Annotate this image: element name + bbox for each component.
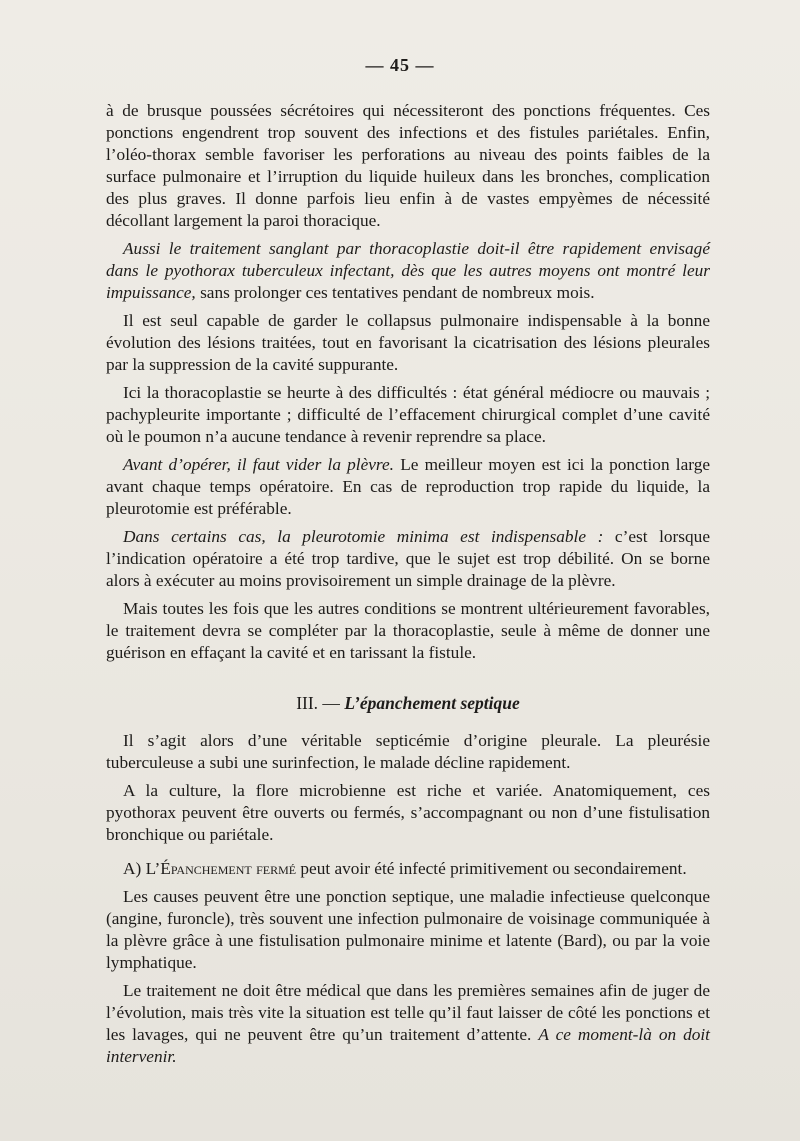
paragraph-5-text: Le meilleur moyen est ici la ponction large avant chaque temps opératoire. En cas de reproduction trop rapide du liquide, la pleurotomie est préférable. (106, 455, 710, 518)
paragraph-6 (106, 526, 710, 592)
paragraph-12-text: Le traitement ne doit être médical que dans les premières semaines afin de juger de l’évolution, mais très vite la situation est telle qu’il faut laisser de côté les ponctions et les lavages, qui ne peuvent être qu’un traitement d’attente. (106, 981, 710, 1044)
section-number: III. — (296, 693, 345, 713)
paragraph-2-emphasis: Aussi le traitement sanglant par thoracoplastie doit-il être rapidement envisagé dans le pyothorax tuberculeux infectant, dès que les autres moyens ont montré leur impuissance, (106, 239, 710, 302)
paragraph-1: à de brusque poussées sécrétoires qui nécessiteront des ponctions fréquentes. Ces ponctions engendrent trop souvent des infections et des fistules pariétales. Enfin, l’oléo-thorax semble favoriser les perforations au niveau des points faibles de la surface pulmonaire et l’irruption du liquide huileux dans les bronches, complication des plus graves. Il donne parfois lieu enfin à de vastes empyèmes de nécessité décollant largement la paroi thoracique. (106, 101, 710, 230)
paragraph-8: Il s’agit alors d’une véritable septicémie d’origine pleurale. La pleurésie tuberculeuse a subi une surinfection, le malade décline rapidement. (106, 731, 710, 772)
section-title: L’épanchement septique (344, 693, 520, 713)
paragraph-10 (106, 858, 710, 880)
paragraph-11: Les causes peuvent être une ponction septique, une maladie infectieuse quelconque (angine, furoncle), très souvent une infection pulmonaire de voisinage communiquée à la plèvre grâce à une fistulisation pulmonaire minime et latente (Bard), ou par la voie lymphatique. (106, 887, 710, 972)
paragraph-9: A la culture, la flore microbienne est riche et variée. Anatomiquement, ces pyothorax peuvent être ouverts ou fermés, s’accompagnant ou non d’une fistulisation bronchique ou pariétale. (106, 781, 710, 844)
paragraph-6-text: c’est lorsque l’indication opératoire a été trop tardive, que le sujet est trop débilité. On se borne alors à exécuter au moins provisoirement un simple drainage de la plèvre. (106, 527, 710, 590)
section-heading (106, 692, 710, 714)
paragraph-5 (106, 454, 710, 520)
paragraph-12-emphasis: A ce moment-là on doit intervenir. (106, 1025, 710, 1066)
paragraph-4: Ici la thoracoplastie se heurte à des difficultés : état général médiocre ou mauvais ; pachypleurite importante ; difficulté de l’effacement chirurgical complet d’une cavité où le poumon n’a aucune tendance à revenir reprendre sa place. (106, 383, 710, 446)
paragraph-6-emphasis: Dans certains cas, la pleurotomie minima est indispensable : (123, 527, 604, 546)
page-number: — 45 — (365, 55, 435, 75)
paragraph-2 (106, 238, 710, 304)
body-text (106, 100, 710, 1068)
paragraph-10-text: peut avoir été infecté primitivement ou secondairement. (296, 859, 687, 878)
paragraph-5-emphasis: Avant d’opérer, il faut vider la plèvre. (123, 455, 395, 474)
paragraph-7: Mais toutes les fois que les autres conditions se montrent ultérieurement favorables, le traitement devra se compléter par la thoracoplastie, seule à même de donner une guérison en effaçant la cavité et en tarissant la fistule. (106, 599, 710, 662)
paragraph-2-text: sans prolonger ces tentatives pendant de nombreux mois. (195, 283, 595, 302)
paragraph-12 (106, 980, 710, 1068)
subsection-title: L’Épanchement fermé (145, 859, 297, 878)
paragraph-3: Il est seul capable de garder le collapsus pulmonaire indispensable à la bonne évolution des lésions traitées, tout en favorisant la cicatrisation des lésions pleurales par la suppression de la cavité suppurante. (106, 311, 710, 374)
subsection-letter: A) (123, 859, 146, 878)
